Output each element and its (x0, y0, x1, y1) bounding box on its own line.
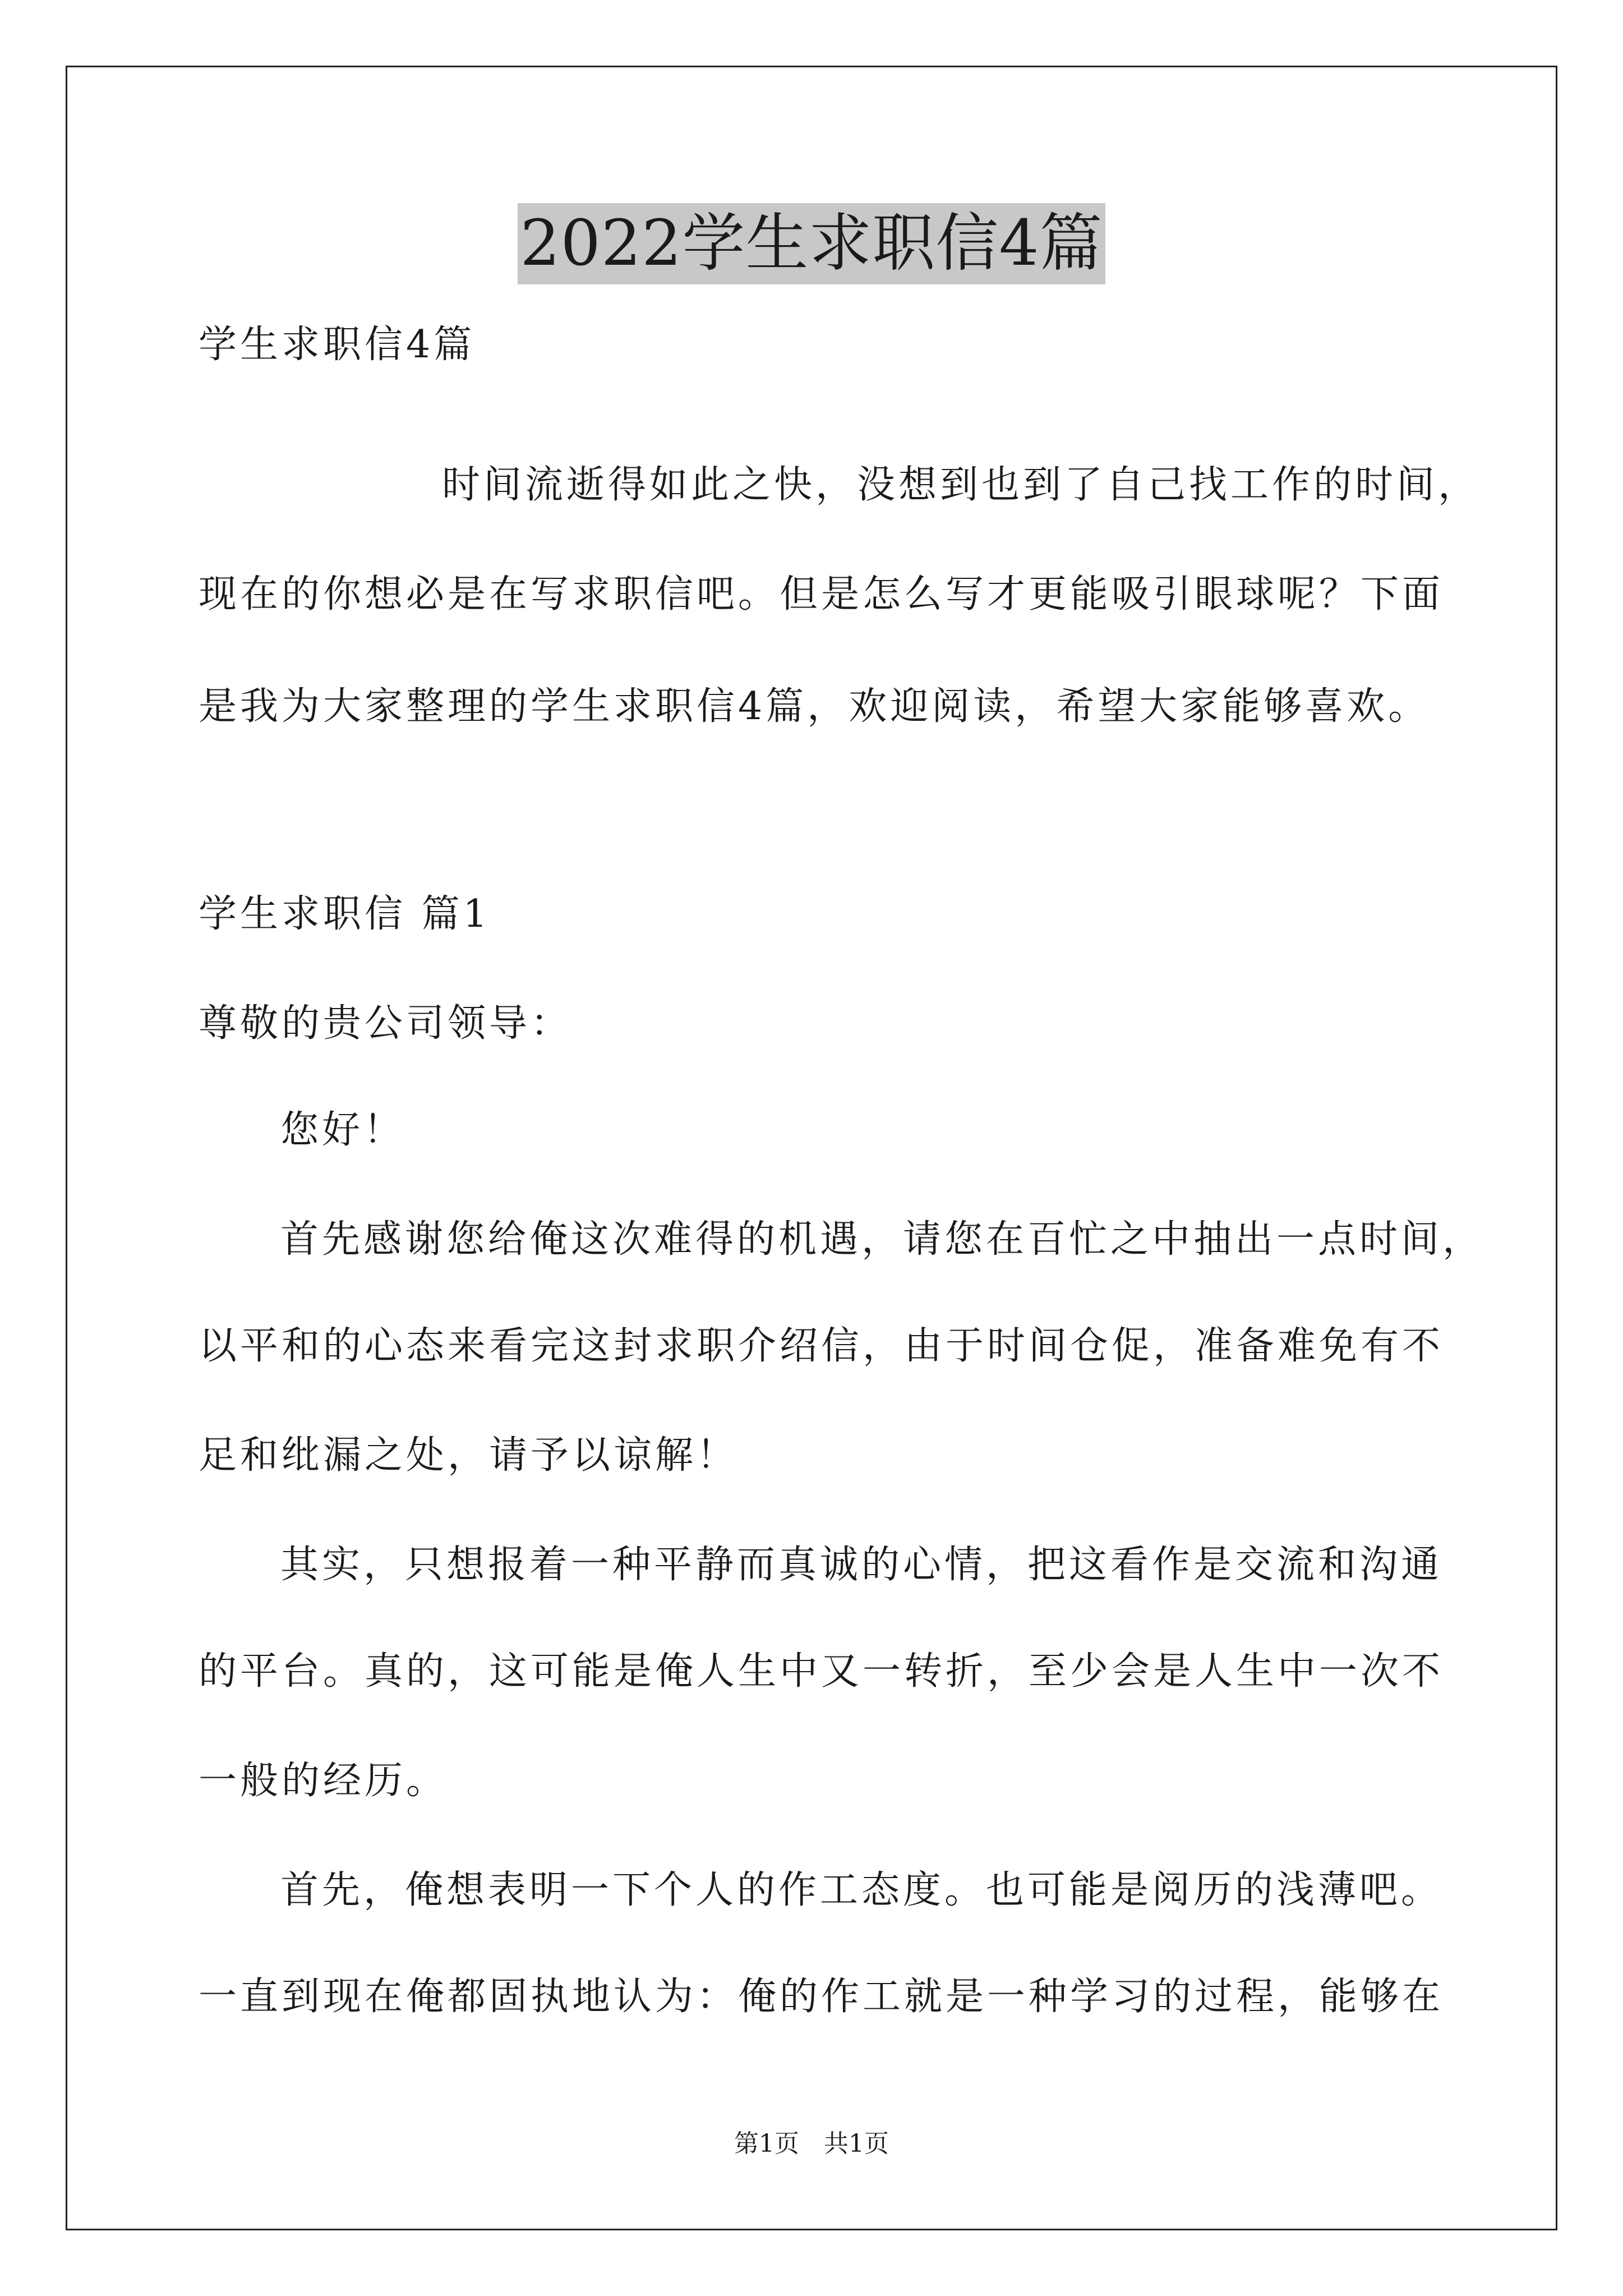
intro-line-1: 时间流逝得如此之快，没想到也到了自己找工作的时间， (442, 463, 1480, 507)
paragraph-1-line-1: 首先感谢您给俺这次难得的机遇，请您在百忙之中抽出一点时间， (280, 1217, 1484, 1262)
paragraph-1-line-2: 以平和的心态来看完这封求职介绍信，由于时间仓促，准备难免有不 (199, 1324, 1444, 1368)
paragraph-2-line-1: 其实，只想报着一种平静而真诚的心情，把这看作是交流和沟通 (280, 1543, 1443, 1587)
paragraph-3-line-2: 一直到现在俺都固执地认为：俺的作工就是一种学习的过程，能够在 (199, 1975, 1444, 2019)
section-heading: 学生求职信 篇1 (199, 892, 491, 936)
intro-line-2: 现在的你想必是在写求职信吧。但是怎么写才更能吸引眼球呢？下面 (199, 572, 1444, 616)
paragraph-3-line-1: 首先，俺想表明一下个人的作工态度。也可能是阅历的浅薄吧。 (280, 1868, 1443, 1912)
subtitle: 学生求职信4篇 (199, 323, 476, 367)
salutation: 尊敬的贵公司领导： (199, 1001, 573, 1046)
paragraph-1-line-3: 足和纰漏之处，请予以谅解！ (199, 1433, 739, 1478)
page-footer: 第1页 共1页 (734, 2129, 889, 2158)
document-title: 2022学生求职信4篇 (518, 203, 1105, 284)
paragraph-2-line-2: 的平台。真的，这可能是俺人生中又一转折，至少会是人生中一次不 (199, 1649, 1444, 1694)
greeting: 您好！ (280, 1108, 405, 1152)
paragraph-2-line-3: 一般的经历。 (199, 1759, 448, 1803)
intro-line-3: 是我为大家整理的学生求职信4篇，欢迎阅读，希望大家能够喜欢。 (199, 684, 1430, 729)
title-container (0, 203, 1623, 284)
